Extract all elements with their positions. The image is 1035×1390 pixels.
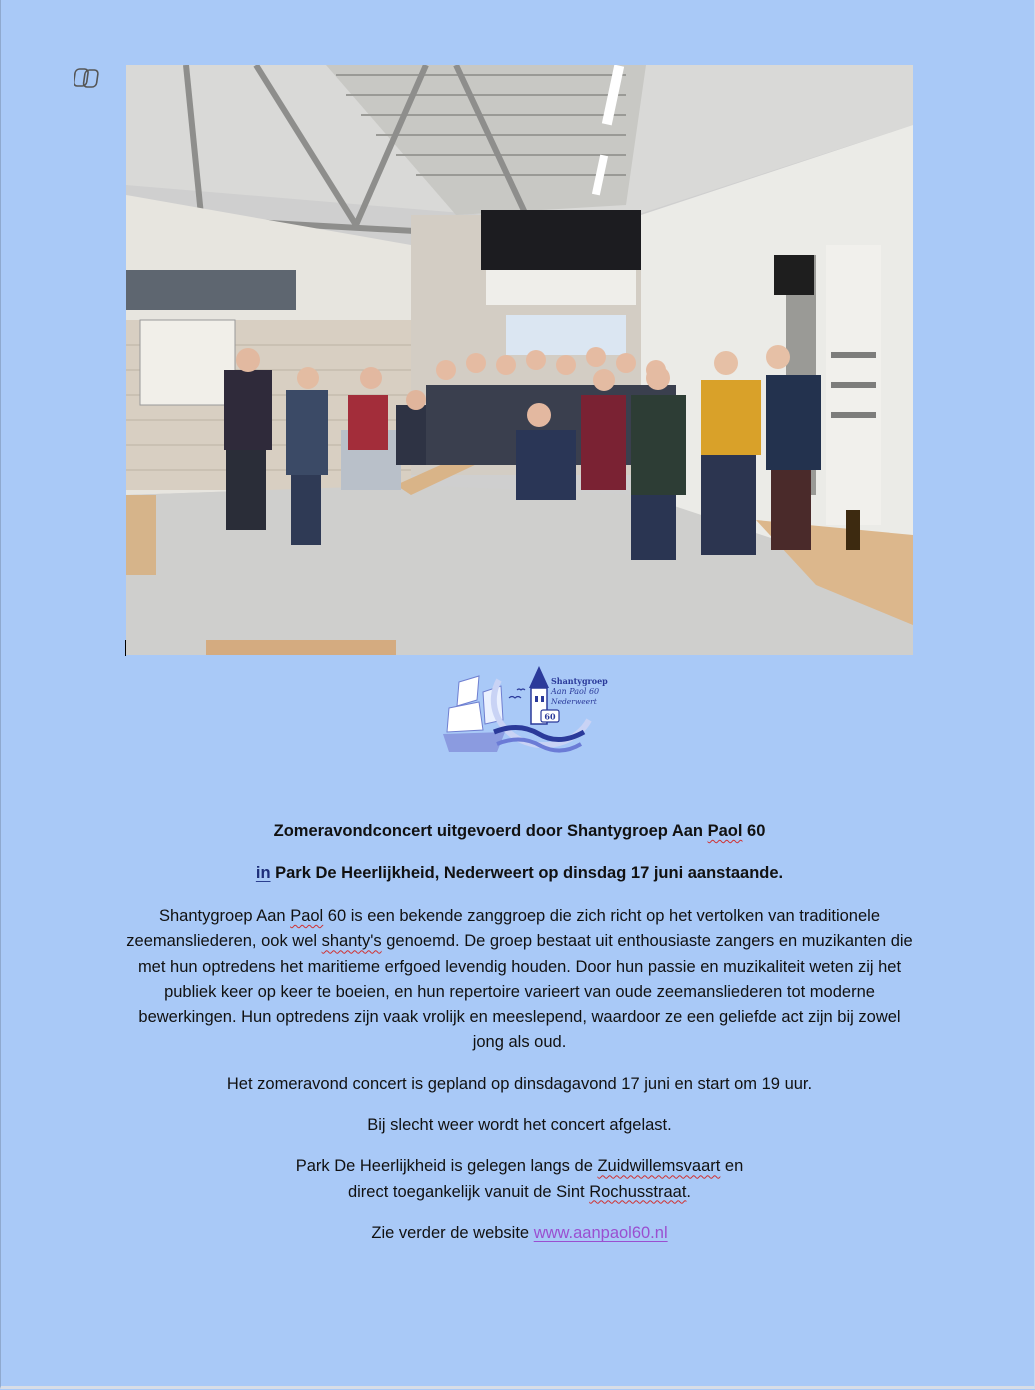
intro-text: Shantygroep Aan [159, 907, 291, 925]
schedule-paragraph: Het zomeravond concert is gepland op dinsdagavond 17 juni en start om 19 uur. [226, 1074, 813, 1093]
heading-line-1 [121, 820, 918, 842]
location-text: Park De Heerlijkheid is gelegen langs de [295, 1157, 598, 1176]
heading-text: Zomeravondconcert uitgevoerd door Shantygroep Aan [273, 822, 708, 840]
website-link[interactable]: www.aanpaol60.nl [533, 1223, 668, 1242]
heading-text: Park De Heerlijkheid, Nederweert op dinsdag 17 juni aanstaande. [270, 864, 784, 882]
intro-paragraph [121, 904, 918, 1056]
heading-text-end: 60 [742, 822, 766, 840]
logo-line3: Nederweert [551, 697, 597, 706]
document-body [121, 820, 918, 1262]
copilot-icon[interactable] [74, 66, 102, 90]
group-photo [126, 65, 913, 655]
spellcheck-word[interactable]: Rochusstraat [589, 1182, 687, 1201]
weather-paragraph: Bij slecht weer wordt het concert afgelast. [367, 1116, 672, 1135]
heading-line-2 [121, 862, 918, 884]
location-text: direct toegankelijk vanuit de Sint [347, 1182, 590, 1201]
logo-number: 60 [544, 711, 556, 722]
website-prefix: Zie verder de website [371, 1223, 534, 1242]
spellcheck-word[interactable]: Zuidwillemsvaart [597, 1157, 721, 1176]
location-text: en [720, 1157, 744, 1176]
shantygroep-logo [439, 660, 609, 760]
location-paragraph [121, 1154, 918, 1205]
website-paragraph [121, 1221, 918, 1246]
text-cursor [125, 640, 126, 656]
intro-text: genoemd. De groep bestaat uit enthousiaste zangers en muzikanten die met hun optredens het maritieme erfgoed levendig houden. Door hun passie en muzikaliteit weten zij het publiek keer op keer te boeien, en hun repertoire varieert van oude zeemansliederen tot moderne bewerkingen. Hun optredens zijn vaak vrolijk en meeslepend, waardoor ze een geliefde act zijn bij zowel jong als oud. [137, 932, 913, 1052]
intro-text: 60 is een bekende zanggroep die zich richt op het vertolken van traditionele zeemansliederen, ook wel [126, 907, 880, 951]
spellcheck-word[interactable]: shanty's [321, 932, 382, 951]
spellcheck-word[interactable]: Paol [290, 907, 324, 925]
spellcheck-word[interactable]: Paol [707, 822, 743, 840]
logo-line1: Shantygroep [551, 676, 608, 686]
grammar-flagged-word[interactable]: in [255, 864, 271, 882]
logo-line2: Aan Paol 60 [551, 687, 600, 696]
location-text: . [686, 1182, 692, 1201]
